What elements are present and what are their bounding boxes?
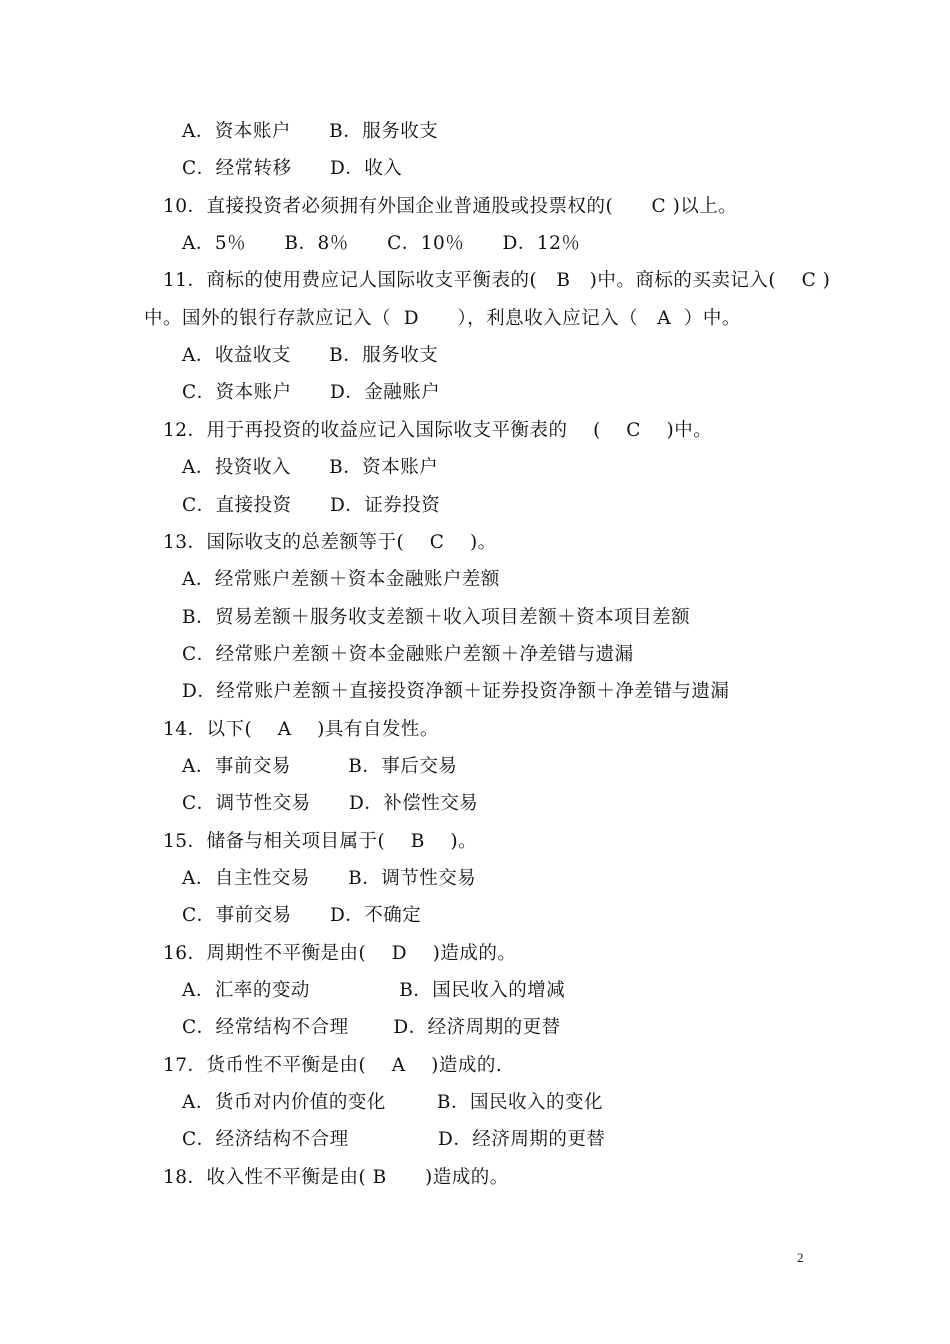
text-line: 11．商标的使用费应记人国际收支平衡表的( B )中。商标的买卖记入( C ) <box>163 270 831 291</box>
text-line: C．经常账户差额＋资本金融账户差额＋净差错与遗漏 <box>182 644 634 665</box>
text-line: C．经济结构不合理 D．经济周期的更替 <box>182 1129 606 1150</box>
text-line: 12．用于再投资的收益应记入国际收支平衡表的 ( C )中。 <box>163 420 713 441</box>
text-line: A．收益收支 B．服务收支 <box>182 345 439 366</box>
text-line: 17．货币性不平衡是由( A )造成的. <box>163 1055 503 1076</box>
text-line: C．资本账户 D．金融账户 <box>182 382 441 403</box>
text-line: C．经常结构不合理 D．经济周期的更替 <box>182 1017 561 1038</box>
text-line: 18．收入性不平衡是由( B )造成的。 <box>163 1167 509 1188</box>
text-line: B．贸易差额＋服务收支差额＋收入项目差额＋资本项目差额 <box>182 607 691 628</box>
text-line: A．投资收入 B．资本账户 <box>182 457 439 478</box>
text-line: 14．以下( A )具有自发性。 <box>163 719 439 740</box>
text-line: A．5％ B．8％ C．10％ D．12％ <box>182 233 581 254</box>
text-line: 13．国际收支的总差额等于( C )。 <box>163 532 497 553</box>
text-line: C．调节性交易 D．补偿性交易 <box>182 793 479 814</box>
text-line: D．经常账户差额＋直接投资净额＋证券投资净额＋净差错与遗漏 <box>182 681 730 702</box>
text-line: 15．储备与相关项目属于( B )。 <box>163 831 478 852</box>
text-line: C．事前交易 D．不确定 <box>182 905 422 926</box>
text-line: 中。国外的银行存款应记入（ D ），利息收入应记入（ A ）中。 <box>144 308 741 329</box>
text-line: A．事前交易 B．事后交易 <box>182 756 458 777</box>
text-line: C．经常转移 D．收入 <box>182 158 403 179</box>
text-line: A．自主性交易 B．调节性交易 <box>182 868 477 889</box>
text-line: A．资本账户 B．服务收支 <box>182 121 439 142</box>
text-line: 10．直接投资者必须拥有外国企业普通股或投票权的( C )以上。 <box>163 196 738 217</box>
text-line: A．货币对内价值的变化 B．国民收入的变化 <box>182 1092 604 1113</box>
text-line: A．汇率的变动 B．国民收入的增减 <box>182 980 566 1001</box>
text-line: 16．周期性不平衡是由( D )造成的。 <box>163 943 517 964</box>
text-line: C．直接投资 D．证券投资 <box>182 495 441 516</box>
text-line: A．经常账户差额＋资本金融账户差额 <box>182 569 500 590</box>
page-number: 2 <box>797 1250 804 1265</box>
